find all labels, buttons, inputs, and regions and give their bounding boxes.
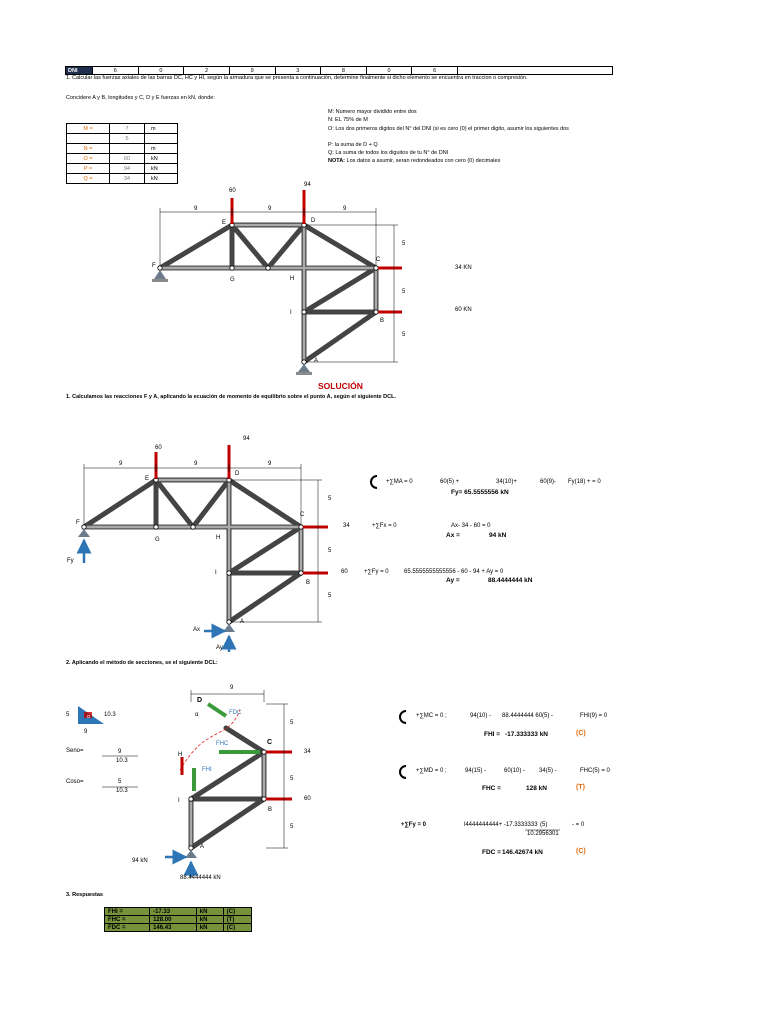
- answer-name: FHC =: [105, 916, 150, 924]
- intro-line1: 1. Calcular las fuerzas axiales de las barras DC, HC y HI, según la armadura que se presenta a continuación, determine finalmente si dicho elemento se encuentra en traccion o compresión.: [66, 75, 528, 81]
- def-m: M: Numero mayor dividido entre dos: [328, 109, 417, 115]
- seno-num: 9: [118, 749, 122, 755]
- t2-node-b: B: [306, 580, 311, 586]
- t1-dim9b: 9: [268, 206, 272, 212]
- truss-2-joints: [82, 478, 303, 624]
- answer-type: (T): [223, 916, 251, 924]
- t1-force-c: 34 KN: [455, 265, 472, 271]
- eq2-term1: Ax- 34 - 60 = 0: [451, 523, 491, 529]
- dni-digit: 9: [229, 67, 275, 75]
- t1-dim9c: 9: [343, 206, 347, 212]
- t2-dim9c: 9: [268, 461, 272, 467]
- data-value: 5: [110, 134, 145, 144]
- eq6-term2: (5): [540, 822, 548, 828]
- answer-unit: kN: [196, 908, 223, 916]
- t2-node-g: G: [155, 537, 160, 543]
- data-unit: kN: [145, 154, 178, 164]
- step1-text: 1. Calculamos las reacciones F y A, aplicando la ecuación de momento de equilibrio sobre el punto A, según el siguiente DCL.: [66, 394, 396, 400]
- t2-node-h: H: [216, 535, 221, 541]
- t2-dim5c: 5: [328, 593, 332, 599]
- t2-force-b: 60: [341, 569, 348, 575]
- truss-2-highlight: [84, 480, 301, 622]
- eq5-label: +∑MD = 0 ;: [416, 768, 447, 774]
- t1-node-f: F: [152, 263, 156, 269]
- truss-2: [84, 480, 301, 622]
- angle-triangle: [78, 706, 104, 724]
- eq4-tag: (C): [576, 730, 586, 737]
- eq6-tag: (C): [576, 848, 586, 855]
- t3-rx: 94 kN: [132, 858, 148, 864]
- t1-node-i: I: [290, 310, 292, 316]
- t2-node-a: A: [240, 619, 245, 625]
- data-key: O =: [67, 154, 110, 164]
- answers-table: [104, 907, 252, 932]
- t3-node-i: I: [178, 798, 180, 804]
- t2-node-f: F: [76, 520, 80, 526]
- t3-ry: 88.4444444 kN: [180, 875, 221, 881]
- answer-name: FHI =: [105, 908, 150, 916]
- truss-1-joints: [158, 223, 381, 364]
- t2-fy: Fy: [67, 558, 74, 564]
- tri-alpha: α: [87, 714, 90, 720]
- t1-force-b: 60 KN: [455, 307, 472, 313]
- eq5-term3: 34(5) -: [539, 768, 557, 774]
- eq5-term1: 94(15) -: [465, 768, 487, 774]
- eq6-term3: - = 0: [572, 822, 585, 828]
- data-value: 34: [110, 174, 145, 184]
- data-unit: m: [145, 124, 178, 134]
- def-o: O: Los dos primeros digitos del N° del DNI (si es cero (0) el primer digito, asumir los siguientes dos: [328, 125, 569, 132]
- data-unit: m: [145, 144, 178, 154]
- eq3-result-label: Ay =: [446, 577, 460, 584]
- fraction-lines: [102, 756, 560, 830]
- truss-1-supports: [152, 270, 312, 375]
- t2-load60: 60: [155, 445, 162, 451]
- t2-force-c: 34: [343, 523, 350, 529]
- t2-dim5a: 5: [328, 496, 332, 502]
- def-q: Q: La suma de todos los diguitos de tu N° de DNI: [328, 150, 449, 157]
- t1-load60: 60: [229, 188, 236, 194]
- truss-2-supports: [78, 529, 235, 632]
- t2-ax: Ax: [193, 627, 201, 633]
- t2-load94: 94: [243, 436, 250, 442]
- eq6-den: 10.2956301: [527, 831, 559, 837]
- dni-digit: 0: [366, 67, 412, 75]
- eq2-result-value: 94 kN: [489, 532, 507, 539]
- eq2-result-label: Ax =: [446, 532, 460, 539]
- moment-icon: [371, 476, 406, 778]
- eq5-tag: (T): [576, 784, 585, 791]
- truss-1: [160, 225, 376, 362]
- eq1-term4: Fy(18) + = 0: [568, 479, 601, 485]
- eq2-label: +∑Fx = 0: [372, 523, 397, 529]
- def-p: P: la suma de D + Q: [328, 141, 378, 148]
- data-key: Q =: [67, 174, 110, 184]
- t3-node-b: B: [268, 807, 273, 813]
- t3-node-c: C: [267, 739, 273, 746]
- data-key: M =: [67, 124, 110, 134]
- data-value: 94: [110, 164, 145, 174]
- t1-dim9a: 9: [194, 206, 198, 212]
- t1-node-c: C: [376, 257, 381, 263]
- t1-node-a: A: [314, 358, 319, 364]
- t1-node-d: D: [311, 218, 316, 224]
- dni-digit: 6: [412, 67, 458, 75]
- solution-title: SOLUCIÓN: [318, 381, 363, 391]
- step3-text: 3. Respuestas: [66, 892, 103, 898]
- t1-node-e: E: [222, 220, 227, 226]
- eq4-label: +∑MC = 0 ;: [416, 713, 447, 719]
- t3-dim9: 9: [230, 685, 234, 691]
- data-value: 60: [110, 154, 145, 164]
- truss-2-dims: [84, 464, 322, 622]
- truss-2-reactions: [84, 540, 229, 652]
- t3-dim5b: 5: [290, 776, 294, 782]
- eq5-result-value: 128 kN: [526, 785, 547, 792]
- eq5-result-label: FHC =: [482, 785, 501, 792]
- eq1-term2: 34(10)+: [496, 479, 517, 485]
- data-key: N =: [67, 144, 110, 154]
- eq1-label: +∑MA = 0: [386, 479, 413, 485]
- seno-label: Seno=: [66, 748, 84, 754]
- eq3-term1: 65.5555555555556 - 60 - 94 + Ay = 0: [404, 569, 504, 575]
- eq1-term3: 60(9)-: [540, 479, 557, 485]
- answer-name: FDC =: [105, 924, 150, 932]
- data-unit: kN: [145, 164, 178, 174]
- t2-node-i: I: [215, 570, 217, 576]
- dni-digit: 6: [93, 67, 139, 75]
- t2-dim5b: 5: [328, 548, 332, 554]
- intro-line2: Concidere A y B, longitudes y C, D y E fuerzas en kN, donde:: [66, 95, 215, 101]
- t3-alpha: α: [195, 712, 199, 718]
- def-n: N: EL 75% de M: [328, 117, 368, 124]
- dni-label: DNI: [66, 67, 93, 75]
- t3-dim5c: 5: [290, 824, 294, 830]
- t1-dim5c: 5: [402, 332, 406, 338]
- nota-text: Los datos a asumir, seran redondeados con cero (0) decimales: [345, 158, 501, 165]
- eq1-term1: 60(5) +: [440, 479, 460, 485]
- step2-text: 2. Aplicando el método de secciones, se el siguiente DCL:: [66, 660, 218, 666]
- t3-fhi: FHI: [202, 767, 212, 773]
- eq1-result: Fy= 65.5555556 kN: [451, 489, 509, 496]
- t2-node-e: E: [145, 476, 150, 482]
- t2-dim9b: 9: [194, 461, 198, 467]
- t1-node-g: G: [230, 277, 235, 283]
- dni-digit: 3: [275, 67, 321, 75]
- eq3-result-value: 88.4444444 kN: [488, 577, 533, 584]
- truss-1-highlight: [160, 225, 376, 362]
- seno-den: 10.3: [116, 758, 128, 764]
- data-value: 7: [110, 124, 145, 134]
- t3-dim5a: 5: [290, 720, 294, 726]
- truss-1-dims: [160, 208, 398, 362]
- data-key: P =: [67, 164, 110, 174]
- eq4-term1: 94(10) -: [470, 713, 492, 719]
- t2-ay: Ay: [216, 645, 223, 651]
- nota-label: NOTA:: [328, 158, 346, 165]
- tri-b: 10.3: [104, 712, 116, 718]
- t3-node-d: D: [197, 697, 203, 704]
- eq6-term1: l4444444444+ -17.3333333: [464, 822, 538, 828]
- truss-3-reactions: [165, 857, 191, 877]
- data-unit: kN: [145, 174, 178, 184]
- coseno-num: 5: [118, 779, 122, 785]
- eq4-term3: FHI(9) = 0: [580, 713, 608, 719]
- eq3-label: +∑Fy = 0: [364, 569, 389, 575]
- t2-node-d: D: [235, 471, 240, 477]
- tri-a: 5: [66, 712, 70, 718]
- answer-value: 146.43: [150, 924, 197, 932]
- eq4-result-value: -17.333333 kN: [505, 731, 549, 738]
- eq5-term2: 60(10) -: [504, 768, 526, 774]
- t3-fhc: FHC: [216, 741, 229, 747]
- t1-node-b: B: [380, 318, 385, 324]
- t3-node-h: H: [178, 752, 183, 758]
- eq4-result-label: FHI =: [484, 731, 501, 738]
- eq4-term2: 88.4444444 60(5) -: [502, 713, 554, 719]
- dni-digit: 2: [184, 67, 230, 75]
- t2-node-c: C: [300, 512, 305, 518]
- answer-type: (C): [223, 908, 251, 916]
- eq5-term4: FHC(5) = 0: [580, 768, 610, 774]
- coseno-den: 10.3: [116, 788, 128, 794]
- t1-dim5b: 5: [402, 289, 406, 295]
- t1-node-h: H: [290, 276, 295, 282]
- answer-unit: kN: [196, 924, 223, 932]
- t1-load94: 94: [304, 182, 311, 188]
- tri-c: 9: [84, 729, 88, 735]
- t1-dim5a: 5: [402, 241, 406, 247]
- dni-digit: 0: [138, 67, 184, 75]
- answer-value: -17.33: [150, 908, 197, 916]
- t3-force-c: 34: [304, 749, 311, 755]
- eq6-result-value: 146.42674 kN: [502, 849, 543, 856]
- t3-force-b: 60: [304, 796, 311, 802]
- coseno-label: Coso=: [66, 779, 84, 785]
- t3-fdc: FDC: [229, 710, 242, 716]
- section-cut: [180, 710, 240, 770]
- truss-3-support: [185, 850, 197, 858]
- answer-value: 128.00: [150, 916, 197, 924]
- t3-node-a: A: [200, 844, 205, 850]
- answer-unit: kN: [196, 916, 223, 924]
- eq6-label: +∑Fy = 0: [401, 822, 426, 828]
- dni-digit: 8: [321, 67, 367, 75]
- eq6-result-label: FDC =: [482, 849, 501, 856]
- answer-type: (C): [223, 924, 251, 932]
- t2-dim9a: 9: [119, 461, 123, 467]
